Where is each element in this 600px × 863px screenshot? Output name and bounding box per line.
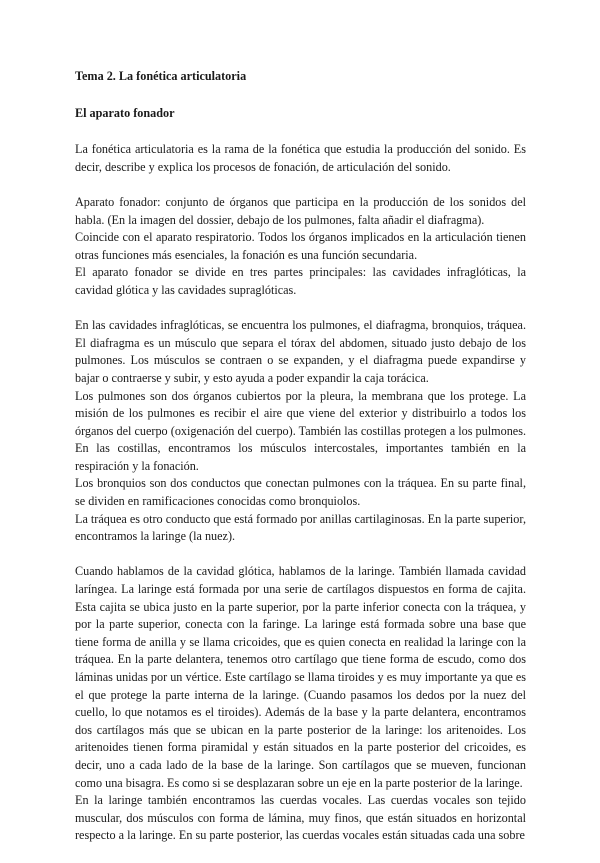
paragraph: Los bronquios son dos conductos que conectan pulmones con la tráquea. En su parte final, se dividen en ramificaciones conocidas como bronquiolos. (75, 476, 526, 509)
paragraph: La fonética articulatoria es la rama de la fonética que estudia la producción del sonido. Es decir, describe y explica los procesos de fonación, de articulación del sonido. (75, 142, 526, 174)
paragraph: Aparato fonador: conjunto de órganos que participa en la producción de los sonidos del habla. (En la imagen del dossier, debajo de los pulmones, falta añadir el diafragma). (75, 194, 526, 227)
paragraph: La tráquea es otro conducto que está formado por anillas cartilaginosas. En la parte superior, encontramos la laringe (la nuez). (75, 511, 526, 544)
document-title: Tema 2. La fonética articulatoria (75, 69, 247, 83)
paragraph: Coincide con el aparato respiratorio. Todos los órganos implicados en la articulación tienen otras funciones más esenciales, la fonación es una función secundaria. (75, 230, 526, 262)
paragraph-block-intro (75, 141, 526, 176)
paragraph: En la laringe también encontramos las cuerdas vocales. Las cuerdas vocales son tejido muscular, dos músculos con forma de lámina, muy finos, que están situados en horizontal respecto a la laringe. En su parte posterior, las cuerdas vocales están situadas cada una sobre (75, 793, 526, 843)
paragraph: El aparato fonador se divide en tres partes principales: las cavidades infraglóticas, la cavidad glótica y las cavidades supraglóticas. (75, 265, 526, 297)
paragraph-block-glotica (75, 563, 526, 845)
paragraph: Cuando hablamos de la cavidad glótica, hablamos de la laringe. También llamada cavidad laríngea. La laringe está formada por una serie de cartílagos dispuestos en forma de cajita. Esta cajita se ubica justo en la parte superior, por la parte inferior conecta con la tráquea, y por la parte superior, conecta con la faringe. La laringe está formada sobre una base que tiene forma de anilla y se llama cricoides, que es quien conecta en realidad la laringe con la tráquea. En la parte delantera, tenemos otro cartílago que tiene forma de escudo, como dos láminas unidas por un vértice. Este cartílago se llama tiroides y es muy importante ya que es el que protege la parte interna de la laringe. (Cuando pasamos los dedos por la nuez del cuello, lo que notamos es el tiroides). Además de la base y la parte delantera, encontramos dos cartílagos más que se ubican en la parte posterior de la laringe: los aritenoides. Los aritenoides tienen forma piramidal y están situados en la parte posterior del cricoides, es decir, uno a cada lado de la base de la laringe. Son cartílagos que se mueven, funcionan como una bisagra. Es como si se desplazaran sobre un eje en la parte posterior de la laringe. (75, 564, 526, 790)
paragraph: Los pulmones son dos órganos cubiertos por la pleura, la membrana que los protege. La misión de los pulmones es recibir el aire que viene del exterior y distribuirlo a todos los órganos del cuerpo (oxigenación del cuerpo). También las costillas protegen a los pulmones. En las costillas, encontramos los músculos intercostales, importantes también en la respiración y la fonación. (75, 388, 526, 473)
paragraph-block-infragloticas (75, 317, 526, 546)
section-heading: El aparato fonador (75, 105, 175, 120)
document-body (75, 68, 526, 863)
paragraph: En las cavidades infraglóticas, se encuentra los pulmones, el diafragma, bronquios, tráquea. El diafragma es un músculo que separa el tórax del abdomen, situado justo debajo de los pulmones. Los músculos se contraen o se expanden, y el diafragma puede expandirse y bajar o contraerse y subir, y esto ayuda a poder expandir la caja torácica. (75, 318, 526, 385)
paragraph-block-aparato-fonador (75, 194, 526, 300)
